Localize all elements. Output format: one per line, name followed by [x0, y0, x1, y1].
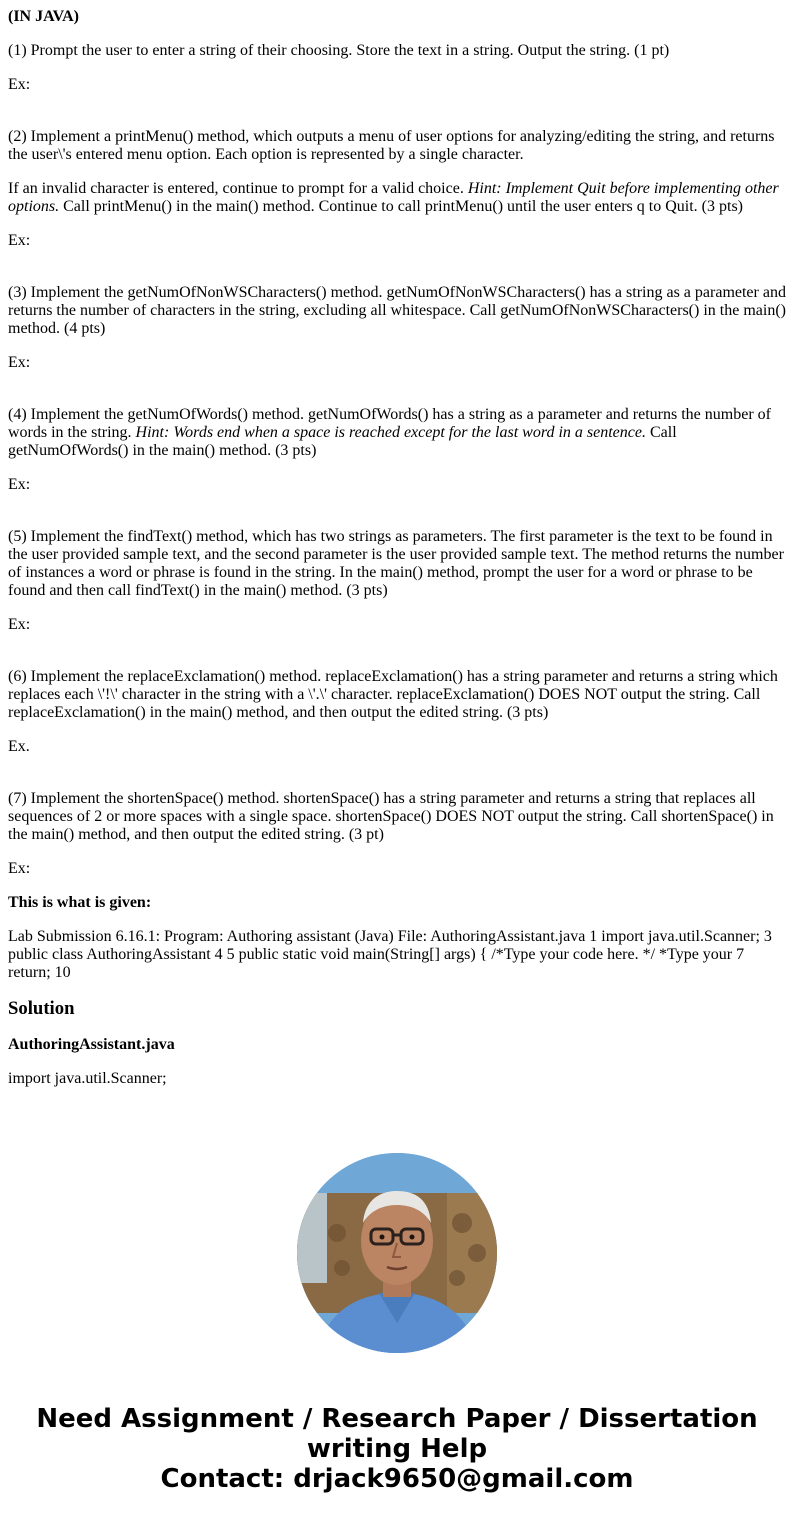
- task-5-text: (5) Implement the findText() method, which has two strings as parameters. The first parameter is the text to be found in the user provided sample text, and the second parameter is the user provided sample text. The method returns the number of instances a word or phrase is found in the string. In the main() method, prompt the user for a word or phrase to be found and then call findText() in the main() method. (3 pts): [8, 528, 784, 599]
- task-2-example-label: Ex:: [8, 232, 31, 249]
- author-photo-illustration: [297, 1153, 497, 1353]
- task-4-text: [8, 406, 788, 460]
- task-6-text: (6) Implement the replaceExclamation() method. replaceExclamation() has a string parameter and returns a string which replaces each \'!\' character in the string with a \'.\' character. replaceExclamation() DOES NOT output the string. Call replaceExclamation() in the main() method, and then output the edited string. (3 pts): [8, 668, 778, 721]
- page-title: (IN JAVA): [8, 8, 79, 25]
- task-4-plain: (4) Implement the getNumOfWords() method. getNumOfWords() has a string as a parameter and returns the number of words in the string.: [8, 406, 771, 441]
- task-7-text: (7) Implement the shortenSpace() method. shortenSpace() has a string parameter and returns a string that replaces all sequences of 2 or more spaces with a single space. shortenSpace() DOES NOT output the string. Call shortenSpace() in the main() method, and then output the edited string. (3 pt): [8, 790, 774, 843]
- task-7-example-label: Ex:: [8, 860, 31, 877]
- banner-contact-line: Contact: drjack9650@gmail.com: [160, 1464, 634, 1494]
- task-1-text: (1) Prompt the user to enter a string of their choosing. Store the text in a string. Output the string. (1 pt): [8, 42, 670, 59]
- task-1-example-label: Ex:: [8, 76, 31, 93]
- file-heading: AuthoringAssistant.java: [8, 1036, 175, 1053]
- task-2-hint: Hint: Implement Quit before implementing other options.: [8, 180, 779, 215]
- given-text: Lab Submission 6.16.1: Program: Authoring assistant (Java) File: AuthoringAssistant.java 1 import java.util.Scanner; 3 public class AuthoringAssistant 4 5 public static void main(String[] args) { /*Type your code here. */ *Type your 7 return; 10: [8, 928, 772, 981]
- task-5-example-label: Ex:: [8, 616, 31, 633]
- task-4-tail: Call getNumOfWords() in the main() method. (3 pts): [8, 424, 677, 459]
- task-3-text: (3) Implement the getNumOfNonWSCharacters() method. getNumOfNonWSCharacters() has a string as a parameter and returns the number of characters in the string, excluding all whitespace. Call getNumOfNonWSCharacters() in the main() method. (4 pts): [8, 284, 786, 337]
- task-4-example-label: Ex:: [8, 476, 31, 493]
- task-2-plain: If an invalid character is entered, continue to prompt for a valid choice.: [8, 180, 468, 197]
- task-6-example-label: Ex.: [8, 738, 30, 755]
- given-heading: This is what is given:: [8, 894, 152, 911]
- document-body: [8, 8, 788, 1104]
- task-3-example-label: Ex:: [8, 354, 31, 371]
- banner-line-1: Need Assignment / Research Paper / Dissertation: [36, 1404, 758, 1434]
- author-avatar: [297, 1153, 497, 1353]
- task-2-text-continued: [8, 180, 788, 216]
- contact-banner: [0, 1404, 794, 1494]
- task-4-hint: Hint: Words end when a space is reached except for the last word in a sentence.: [135, 424, 646, 441]
- code-line: import java.util.Scanner;: [8, 1070, 167, 1087]
- banner-line-2: writing Help: [306, 1434, 488, 1464]
- solution-heading: Solution: [8, 998, 75, 1019]
- task-2-text: (2) Implement a printMenu() method, which outputs a menu of user options for analyzing/editing the string, and returns the user\'s entered menu option. Each option is represented by a single character.: [8, 128, 775, 163]
- task-2-tail: Call printMenu() in the main() method. Continue to call printMenu() until the user enters q to Quit. (3 pts): [59, 198, 743, 215]
